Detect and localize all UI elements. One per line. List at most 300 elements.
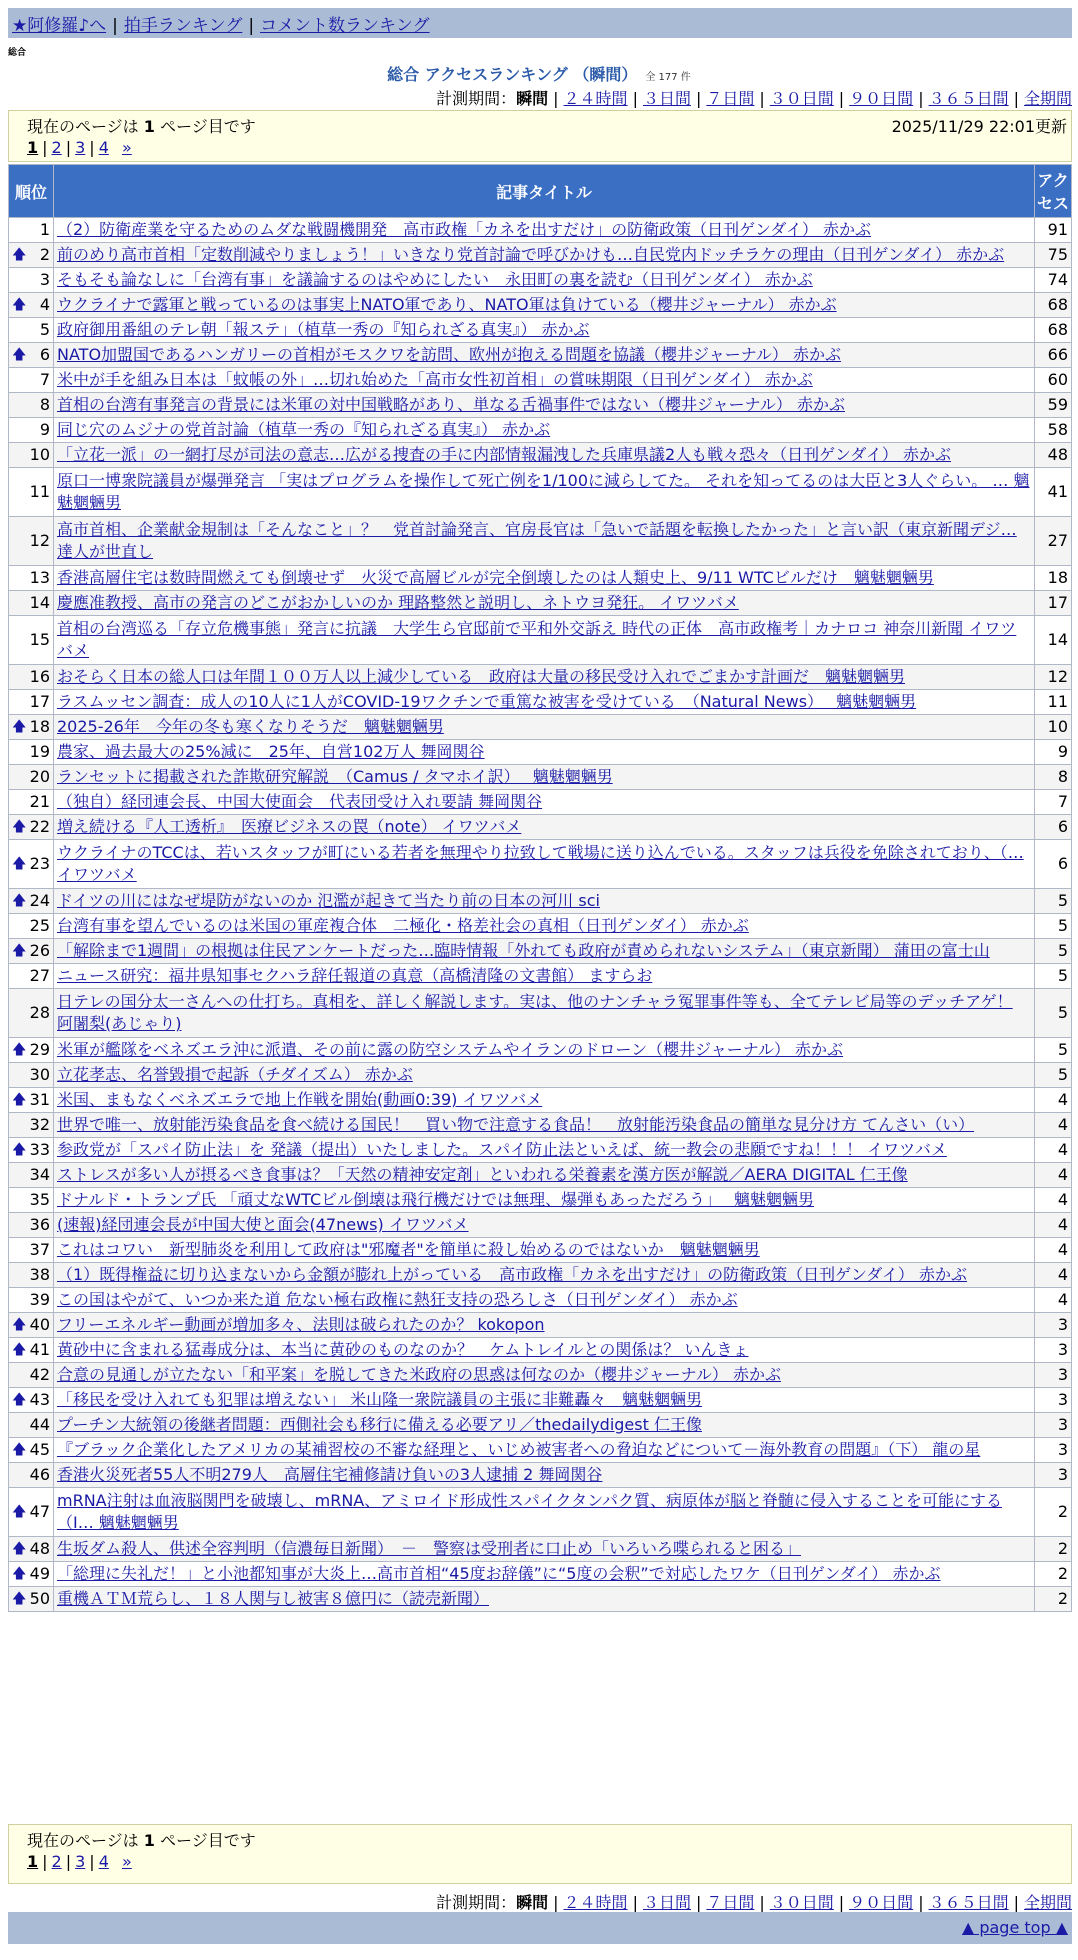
rank-up-arrow-icon: 🡅 xyxy=(12,893,27,909)
rank-up-arrow-icon: 🡅 xyxy=(12,1042,27,1058)
page-text-post: ページ目です xyxy=(154,1831,256,1850)
rank-cell xyxy=(9,790,53,814)
access-count: 4 xyxy=(1035,1138,1071,1162)
period-option-link[interactable]: ９０日間 xyxy=(849,89,914,108)
title-cell xyxy=(54,964,1034,988)
title-cell xyxy=(54,765,1034,789)
period-selector-bottom xyxy=(436,1890,1072,1913)
article-title-link[interactable]: 「移民を受け入れても犯罪は増えない」 米山隆一衆院議員の主張に非難轟々 魑魅魍魎男 xyxy=(57,1390,703,1409)
period-label: 計測期間： xyxy=(436,1893,517,1912)
table-row xyxy=(9,1088,1071,1112)
article-title-link[interactable]: 米軍が艦隊をベネズエラ沖に派遣、その前に露の防空システムやイランのドローン（櫻井ジャーナル） 赤かぶ xyxy=(57,1040,844,1059)
rank-number: 35 xyxy=(29,1190,50,1209)
pagination xyxy=(27,138,132,157)
rank-cell xyxy=(9,765,53,789)
article-title-link[interactable]: これはコワい 新型肺炎を利用して政府は"邪魔者"を簡単に殺し始めるのではないか 魑魅魍魎男 xyxy=(57,1240,760,1259)
rank-cell xyxy=(9,418,53,442)
table-row xyxy=(9,740,1071,764)
access-count: 48 xyxy=(1035,443,1071,467)
title-cell xyxy=(54,1587,1034,1611)
table-row xyxy=(9,765,1071,789)
access-count: 3 xyxy=(1035,1463,1071,1487)
period-option-link[interactable]: ３０日間 xyxy=(769,89,834,108)
period-separator: | xyxy=(838,89,845,108)
article-title-link[interactable]: そもそも論なしに「台湾有事」を議論するのはやめにしたい 永田町の裏を読む（日刊ゲンダイ） 赤かぶ xyxy=(57,270,813,289)
rank-cell xyxy=(9,1537,53,1561)
rank-cell xyxy=(9,243,53,267)
rank-number: 6 xyxy=(39,345,50,364)
period-separator: | xyxy=(553,89,559,108)
rank-cell xyxy=(9,318,53,342)
table-row xyxy=(9,1438,1071,1462)
rank-number: 45 xyxy=(29,1440,50,1459)
period-separator: | xyxy=(632,1893,638,1912)
rank-cell xyxy=(9,1113,53,1137)
title-cell xyxy=(54,939,1034,963)
rank-cell xyxy=(9,989,53,1037)
access-count: 3 xyxy=(1035,1363,1071,1387)
rank-number: 5 xyxy=(39,320,50,339)
access-count: 7 xyxy=(1035,790,1071,814)
rank-number: 10 xyxy=(29,445,50,464)
access-count: 4 xyxy=(1035,1163,1071,1187)
title-cell xyxy=(54,343,1034,367)
article-title-link[interactable]: 参政党が「スパイ防止法」を 発議（提出）いたしました。スパイ防止法といえば、統一教会の悲願ですね！！！ イワツバメ xyxy=(57,1140,947,1159)
rank-cell xyxy=(9,268,53,292)
period-separator: | xyxy=(759,89,765,108)
table-row xyxy=(9,1063,1071,1087)
page-link[interactable]: 3 xyxy=(75,1852,86,1871)
rank-up-arrow-icon: 🡅 xyxy=(12,247,27,263)
page-link[interactable]: 3 xyxy=(75,138,86,157)
article-title-link[interactable]: 同じ穴のムジナの党首討論（植草一秀の『知られざる真実』） 赤かぶ xyxy=(57,420,551,439)
period-separator: | xyxy=(1013,1893,1019,1912)
access-count: 4 xyxy=(1035,1088,1071,1112)
access-count: 18 xyxy=(1035,566,1071,590)
title-cell xyxy=(54,1238,1034,1262)
title-cell xyxy=(54,1263,1034,1287)
title-cell xyxy=(54,840,1034,888)
rank-number: 49 xyxy=(29,1564,50,1583)
access-count: 12 xyxy=(1035,665,1071,689)
table-row xyxy=(9,939,1071,963)
table-row xyxy=(9,1188,1071,1212)
period-option-link[interactable]: 全期間 xyxy=(1023,89,1072,108)
table-row xyxy=(9,1313,1071,1337)
article-title-link[interactable]: 米中が手を組み日本は「蚊帳の外」…切れ始めた「高市女性初首相」の賞味期限（日刊ゲンダイ） 赤かぶ xyxy=(57,370,813,389)
article-title-link[interactable]: フリーエネルギー動画が増加多々、法則は破られたのか？ kokopon xyxy=(57,1315,545,1334)
rank-up-arrow-icon: 🡅 xyxy=(12,1342,27,1358)
access-count: 27 xyxy=(1035,517,1071,565)
rank-number: 30 xyxy=(29,1065,50,1084)
access-count: 11 xyxy=(1035,690,1071,714)
page-top-link[interactable]: ▲ page top ▲ xyxy=(961,1918,1068,1937)
article-title-link[interactable]: 香港高層住宅は数時間燃えても倒壊せず 火災で高層ビルが完全倒壊したのは人類史上、9/11 WTCビルだけ 魑魅魍魎男 xyxy=(57,568,934,587)
rank-number: 24 xyxy=(29,891,50,910)
page-separator xyxy=(113,138,118,157)
period-option-link[interactable]: ３０日間 xyxy=(769,1893,834,1912)
rank-number: 47 xyxy=(29,1502,50,1521)
next-page-link[interactable]: » xyxy=(121,1852,132,1871)
header-title: 記事タイトル xyxy=(54,165,1034,217)
page-number: 1 xyxy=(143,1831,155,1850)
rank-up-arrow-icon: 🡅 xyxy=(12,1442,27,1458)
title-cell xyxy=(54,1388,1034,1412)
title-cell xyxy=(54,790,1034,814)
access-count: 5 xyxy=(1035,914,1071,938)
rank-number: 9 xyxy=(39,420,50,439)
rank-number: 43 xyxy=(29,1390,50,1409)
table-row xyxy=(9,815,1071,839)
rank-cell xyxy=(9,1562,53,1586)
home-link[interactable]: ★阿修羅♪へ xyxy=(12,16,107,36)
article-title-link[interactable]: ウクライナのTCCは、若いスタッフが町にいる若者を無理やり拉致して戦場に送り込んでいる。スタッフは兵役を免除されており、（… イワツバメ xyxy=(57,843,1024,884)
access-count: 3 xyxy=(1035,1338,1071,1362)
ranking-table-body xyxy=(9,218,1071,1611)
article-title-link[interactable]: （2）防衛産業を守るためのムダな戦闘機開発 高市政権「カネを出すだけ」の防衛政策（日刊ゲンダイ） 赤かぶ xyxy=(57,220,871,239)
rank-number: 50 xyxy=(29,1589,50,1608)
article-title-link[interactable]: 『ブラック企業化したアメリカの某補習校の不審な経理と、いじめ被害者への脅迫などについて－海外教育の問題』（下） 龍の星 xyxy=(57,1440,981,1459)
title-cell xyxy=(54,1488,1034,1536)
article-title-link[interactable]: （独自）経団連会長、中国大使面会 代表団受け入れ要請 舞岡関谷 xyxy=(57,792,543,811)
title-cell xyxy=(54,1163,1034,1187)
table-row xyxy=(9,1163,1071,1187)
table-row xyxy=(9,243,1071,267)
period-current: 瞬間 xyxy=(516,1893,549,1912)
table-row xyxy=(9,268,1071,292)
rank-cell xyxy=(9,1363,53,1387)
title-cell xyxy=(54,218,1034,242)
article-title-link[interactable]: 農家、過去最大の25%減に 25年、自営102万人 舞岡関谷 xyxy=(57,742,485,761)
title-cell xyxy=(54,1363,1034,1387)
article-title-link[interactable]: 合意の見通しが立たない「和平案」を脱してきた米政府の思惑は何なのか（櫻井ジャーナル） 赤かぶ xyxy=(57,1365,781,1384)
table-row xyxy=(9,1562,1071,1586)
table-row xyxy=(9,889,1071,913)
article-title-link[interactable]: 香港火災死者55人不明279人 高層住宅補修請け負いの3人逮捕 2 舞岡関谷 xyxy=(57,1465,603,1484)
table-row xyxy=(9,1363,1071,1387)
title-cell xyxy=(54,1413,1034,1437)
period-option-link[interactable]: ３日間 xyxy=(642,89,691,108)
article-title-link[interactable]: 米国、まもなくベネズエラで地上作戦を開始(動画0:39) イワツバメ xyxy=(57,1090,543,1109)
access-count: 2 xyxy=(1035,1562,1071,1586)
rank-cell xyxy=(9,293,53,317)
rank-cell xyxy=(9,665,53,689)
title-cell xyxy=(54,1113,1034,1137)
rank-cell xyxy=(9,1288,53,1312)
rank-up-arrow-icon: 🡅 xyxy=(12,1092,27,1108)
rank-cell xyxy=(9,1463,53,1487)
period-separator: | xyxy=(759,1893,765,1912)
table-row xyxy=(9,1587,1071,1611)
title-cell xyxy=(54,1088,1034,1112)
rank-number: 15 xyxy=(29,630,50,649)
rank-number: 34 xyxy=(29,1165,50,1184)
article-title-link[interactable]: 世界で唯一、放射能汚染食品を食べ続ける国民！ 買い物で注意する食品！ 放射能汚染食品の簡単な見分け方 てんさい（い） xyxy=(57,1115,975,1134)
article-title-link[interactable]: 首相の台湾有事発言の背景には米軍の対中国戦略があり、単なる舌禍事件ではない（櫻井ジャーナル） 赤かぶ xyxy=(57,395,845,414)
title-cell xyxy=(54,740,1034,764)
title-cell xyxy=(54,1188,1034,1212)
period-option-link[interactable]: ７日間 xyxy=(706,89,755,108)
article-title-link[interactable]: 立花孝志、名誉毀損で起訴（チダイズム） 赤かぶ xyxy=(57,1065,413,1084)
rank-cell xyxy=(9,1188,53,1212)
title-cell xyxy=(54,1288,1034,1312)
article-title-link[interactable]: ニュース研究：福井県知事セクハラ辞任報道の真意（高橋清隆の文書館） ますらお xyxy=(57,966,653,985)
rank-number: 31 xyxy=(29,1090,50,1109)
rank-cell xyxy=(9,566,53,590)
period-option-link[interactable]: ７日間 xyxy=(706,1893,755,1912)
rank-number: 48 xyxy=(29,1539,50,1558)
rank-number: 46 xyxy=(29,1465,50,1484)
clap-ranking-link[interactable]: 拍手ランキング xyxy=(123,16,243,36)
article-title-link[interactable]: ドイツの川にはなぜ堤防がないのか 氾濫が起きて当たり前の日本の河川 sci xyxy=(57,891,600,910)
rank-cell xyxy=(9,1088,53,1112)
page-link[interactable]: 4 xyxy=(98,138,109,157)
page-text-pre: 現在のページは xyxy=(27,117,144,136)
title-cell xyxy=(54,914,1034,938)
rank-up-arrow-icon: 🡅 xyxy=(12,1541,27,1557)
access-count: 74 xyxy=(1035,268,1071,292)
rank-cell xyxy=(9,815,53,839)
rank-cell xyxy=(9,218,53,242)
table-row xyxy=(9,964,1071,988)
access-count: 4 xyxy=(1035,1263,1071,1287)
page-separator: | xyxy=(89,1852,95,1871)
page-separator: | xyxy=(65,1852,72,1871)
article-title-link[interactable]: ウクライナで露軍と戦っているのは事実上NATO軍であり、NATO軍は負けている（櫻井ジャーナル） 赤かぶ xyxy=(57,295,837,314)
article-title-link[interactable]: おそらく日本の総人口は年間１００万人以上減少している 政府は大量の移民受け入れでごまかす計画だ 魑魅魍魎男 xyxy=(57,667,906,686)
rank-number: 38 xyxy=(29,1265,50,1284)
title-cell xyxy=(54,293,1034,317)
period-option-link[interactable]: ３６５日間 xyxy=(928,1893,1009,1912)
rank-number: 11 xyxy=(29,482,50,501)
title-cell xyxy=(54,1338,1034,1362)
ranking-heading xyxy=(0,62,1078,85)
table-row xyxy=(9,368,1071,392)
table-row xyxy=(9,1138,1071,1162)
period-selector-top xyxy=(436,86,1072,109)
page-separator: | xyxy=(42,138,48,157)
access-count: 75 xyxy=(1035,243,1071,267)
rank-up-arrow-icon: 🡅 xyxy=(12,297,27,313)
access-count: 59 xyxy=(1035,393,1071,417)
article-title-link[interactable]: 増え続ける『人工透析』 医療ビジネスの罠（note） イワツバメ xyxy=(57,817,522,836)
access-count: 68 xyxy=(1035,318,1071,342)
rank-cell xyxy=(9,1413,53,1437)
current-page-text xyxy=(27,114,256,137)
header-rank: 順位 xyxy=(9,165,53,217)
article-title-link[interactable]: 「解除まで1週間」の根拠は住民アンケートだった…臨時情報「外れても政府が責められないシステム」（東京新聞） 蒲田の富士山 xyxy=(57,941,990,960)
rank-number: 17 xyxy=(29,692,50,711)
rank-cell xyxy=(9,964,53,988)
page-link[interactable]: 4 xyxy=(98,1852,109,1871)
access-count: 41 xyxy=(1035,468,1071,516)
table-row xyxy=(9,1238,1071,1262)
rank-cell xyxy=(9,1138,53,1162)
page-link[interactable]: 2 xyxy=(51,138,62,157)
article-title-link[interactable]: 黄砂中に含まれる猛毒成分は、本当に黄砂のものなのか？ ケムトレイルとの関係は？ いんきょ xyxy=(57,1340,749,1359)
article-title-link[interactable]: NATO加盟国であるハンガリーの首相がモスクワを訪問、欧州が抱える問題を協議（櫻井ジャーナル） 赤かぶ xyxy=(57,345,842,364)
article-title-link[interactable]: ドナルド・トランプ氏 「頑丈なWTCビル倒壊は飛行機だけでは無理、爆弾もあっただろう」 魑魅魍魎男 xyxy=(57,1190,815,1209)
period-separator: | xyxy=(918,1893,924,1912)
access-count: 5 xyxy=(1035,889,1071,913)
access-count: 17 xyxy=(1035,591,1071,615)
article-title-link[interactable]: 台湾有事を望んでいるのは米国の軍産複合体 二極化・格差社会の真相（日刊ゲンダイ） 赤かぶ xyxy=(57,916,749,935)
page-link[interactable]: 2 xyxy=(51,1852,62,1871)
article-title-link[interactable]: 政府御用番組のテレ朝「報ステ」（植草一秀の『知られざる真実』） 赤かぶ xyxy=(57,320,590,339)
period-separator: | xyxy=(632,89,638,108)
rank-number: 22 xyxy=(29,817,50,836)
table-row xyxy=(9,1213,1071,1237)
article-title-link[interactable]: (速報)経団連会長が中国大使と面会(47news) イワツバメ xyxy=(57,1215,469,1234)
period-separator: | xyxy=(918,89,924,108)
title-cell xyxy=(54,815,1034,839)
rank-cell xyxy=(9,840,53,888)
rank-cell xyxy=(9,939,53,963)
rank-cell xyxy=(9,368,53,392)
title-cell xyxy=(54,1213,1034,1237)
access-count: 6 xyxy=(1035,815,1071,839)
rank-number: 26 xyxy=(29,941,50,960)
table-row xyxy=(9,616,1071,664)
rank-up-arrow-icon: 🡅 xyxy=(12,347,27,363)
page-text-post: ページ目です xyxy=(154,117,256,136)
rank-cell xyxy=(9,393,53,417)
article-title-link[interactable]: 前のめり高市首相「定数削減やりましょう！」いきなり党首討論で呼びかけも…自民党内ドッチラケの理由（日刊ゲンダイ） 赤かぶ xyxy=(57,245,1005,264)
rank-number: 12 xyxy=(29,531,50,550)
rank-number: 33 xyxy=(29,1140,50,1159)
article-title-link[interactable]: ストレスが多い人が摂るべき食事は？「天然の精神安定剤」といわれる栄養素を漢方医が解説／AERA DIGITAL 仁王像 xyxy=(57,1165,908,1184)
rank-number: 28 xyxy=(29,1003,50,1022)
access-count: 66 xyxy=(1035,343,1071,367)
rank-up-arrow-icon: 🡅 xyxy=(12,1504,27,1520)
article-title-link[interactable]: 高市首相、企業献金規制は「そんなこと」？ 党首討論発言、官房長官は「急いで話題を転換したかった」と言い訳（東京新聞デジ… 達人が世直し xyxy=(57,520,1017,561)
article-title-link[interactable]: ランセットに掲載された詐欺研究解説 （Camus / タマホイ訳） 魑魅魍魎男 xyxy=(57,767,613,786)
article-title-link[interactable]: 2025-26年 今年の冬も寒くなりそうだ 魑魅魍魎男 xyxy=(57,717,444,736)
access-count: 2 xyxy=(1035,1537,1071,1561)
article-title-link[interactable]: 慶應准教授、高市の発言のどこがおかしいのか 理路整然と説明し、ネトウヨ発狂。 イワツバメ xyxy=(57,593,739,612)
page-current: 1 xyxy=(27,1852,39,1871)
article-title-link[interactable]: プーチン大統領の後継者問題：西側社会も移行に備える必要アリ／thedailydigest 仁王像 xyxy=(57,1415,702,1434)
access-count: 2 xyxy=(1035,1488,1071,1536)
rank-number: 4 xyxy=(39,295,50,314)
rank-number: 14 xyxy=(29,593,50,612)
rank-number: 37 xyxy=(29,1240,50,1259)
access-count: 3 xyxy=(1035,1313,1071,1337)
period-option-link[interactable]: ９０日間 xyxy=(849,1893,914,1912)
rank-cell xyxy=(9,1163,53,1187)
table-row xyxy=(9,1388,1071,1412)
article-title-link[interactable]: （1）既得権益に切り込まないから金額が膨れ上がっている 高市政権「カネを出すだけ」の防衛政策（日刊ゲンダイ） 赤かぶ xyxy=(57,1265,967,1284)
top-nav-bar xyxy=(8,8,1072,38)
access-count: 4 xyxy=(1035,1113,1071,1137)
rank-cell xyxy=(9,1238,53,1262)
table-row xyxy=(9,468,1071,516)
table-row xyxy=(9,989,1071,1037)
rank-cell xyxy=(9,1438,53,1462)
rank-number: 44 xyxy=(29,1415,50,1434)
table-row xyxy=(9,1463,1071,1487)
article-title-link[interactable]: 日テレの国分太一さんへの仕打ち。真相を、詳しく解説します。実は、他のナンチャラ冤罪事件等も、全てテレビ局等のデッチアゲ！ 阿闍梨(あじゃり) xyxy=(57,992,1013,1033)
title-cell xyxy=(54,616,1034,664)
table-row xyxy=(9,790,1071,814)
title-cell xyxy=(54,591,1034,615)
rank-cell xyxy=(9,1587,53,1611)
rank-number: 3 xyxy=(39,270,50,289)
rank-number: 42 xyxy=(29,1365,50,1384)
page-current: 1 xyxy=(27,138,39,157)
rank-cell xyxy=(9,616,53,664)
rank-number: 7 xyxy=(39,370,50,389)
rank-cell xyxy=(9,517,53,565)
rank-number: 40 xyxy=(29,1315,50,1334)
title-cell xyxy=(54,1038,1034,1062)
table-row xyxy=(9,1263,1071,1287)
table-header-row xyxy=(9,165,1071,217)
title-cell xyxy=(54,468,1034,516)
comment-ranking-link[interactable]: コメント数ランキング xyxy=(260,16,430,36)
period-option-link[interactable]: ２４時間 xyxy=(563,1893,628,1912)
access-count: 4 xyxy=(1035,1288,1071,1312)
table-row xyxy=(9,318,1071,342)
title-cell xyxy=(54,243,1034,267)
access-count: 5 xyxy=(1035,1063,1071,1087)
rank-up-arrow-icon: 🡅 xyxy=(12,1591,27,1607)
table-row xyxy=(9,1413,1071,1437)
access-count: 5 xyxy=(1035,939,1071,963)
article-title-link[interactable]: 「総理に失礼だ！」と小池都知事が大炎上…高市首相“45度お辞儀”に“5度の会釈”で対応したワケ（日刊ゲンダイ） 赤かぶ xyxy=(57,1564,941,1583)
rank-number: 23 xyxy=(29,854,50,873)
ranking-table xyxy=(8,164,1072,1612)
access-count: 6 xyxy=(1035,840,1071,888)
table-row xyxy=(9,1537,1071,1561)
table-row xyxy=(9,293,1071,317)
access-count: 9 xyxy=(1035,740,1071,764)
period-option-link[interactable]: ３６５日間 xyxy=(928,89,1009,108)
article-title-link[interactable]: 原口一博衆院議員が爆弾発言 「実はプログラムを操作して死亡例を1/100に減らしてた。 それを知ってるのは大臣と3人ぐらい。 … 魑魅魍魎男 xyxy=(57,471,1030,512)
article-title-link[interactable]: 「立花一派」の一網打尽が司法の意志…広がる捜査の手に内部情報漏洩した兵庫県議2人も戦々恐々（日刊ゲンダイ） 赤かぶ xyxy=(57,445,951,464)
article-title-link[interactable]: mRNA注射は血液脳関門を破壊し、mRNA、アミロイド形成性スパイクタンパク質、病原体が脳と脊髄に侵入することを可能にする（I… 魑魅魍魎男 xyxy=(57,1491,1002,1532)
next-page-link[interactable]: » xyxy=(121,138,132,157)
article-title-link[interactable]: この国はやがて、いつか来た道 危ない極右政権に熱狂支持の恐ろしさ（日刊ゲンダイ） 赤かぶ xyxy=(57,1290,738,1309)
period-option-link[interactable]: ３日間 xyxy=(642,1893,691,1912)
period-separator: | xyxy=(695,1893,702,1912)
rank-up-arrow-icon: 🡅 xyxy=(12,1566,27,1582)
access-count: 4 xyxy=(1035,1213,1071,1237)
access-count: 14 xyxy=(1035,616,1071,664)
rank-number: 20 xyxy=(29,767,50,786)
page-number: 1 xyxy=(143,117,155,136)
footer-bar xyxy=(8,1912,1072,1944)
table-row xyxy=(9,690,1071,714)
article-title-link[interactable]: 重機ＡＴＭ荒らし、１８人関与し被害８億円に（読売新聞） xyxy=(57,1589,490,1608)
article-title-link[interactable]: 生坂ダム殺人、供述全容判明（信濃毎日新聞） － 警察は受刑者に口止め「いろいろ喋られると困る」 xyxy=(57,1539,802,1558)
page-title: 総合 アクセスランキング （瞬間） xyxy=(387,65,638,84)
table-row xyxy=(9,218,1071,242)
table-row xyxy=(9,566,1071,590)
access-count: 3 xyxy=(1035,1438,1071,1462)
article-title-link[interactable]: 首相の台湾巡る「存立危機事態」発言に抗議 大学生ら官邸前で平和外交訴え 時代の正体 高市政権考｜カナロコ 神奈川新聞 イワツバメ xyxy=(57,619,1017,660)
title-cell xyxy=(54,1562,1034,1586)
title-cell xyxy=(54,989,1034,1037)
period-option-link[interactable]: 全期間 xyxy=(1023,1893,1072,1912)
rank-cell xyxy=(9,1063,53,1087)
article-title-link[interactable]: ラスムッセン調査：成人の10人に1人がCOVID-19ワクチンで重篤な被害を受けている （Natural News） 魑魅魍魎男 xyxy=(57,692,917,711)
access-count: 68 xyxy=(1035,293,1071,317)
title-cell xyxy=(54,368,1034,392)
rank-number: 29 xyxy=(29,1040,50,1059)
rank-cell xyxy=(9,1263,53,1287)
period-option-link[interactable]: ２４時間 xyxy=(563,89,628,108)
